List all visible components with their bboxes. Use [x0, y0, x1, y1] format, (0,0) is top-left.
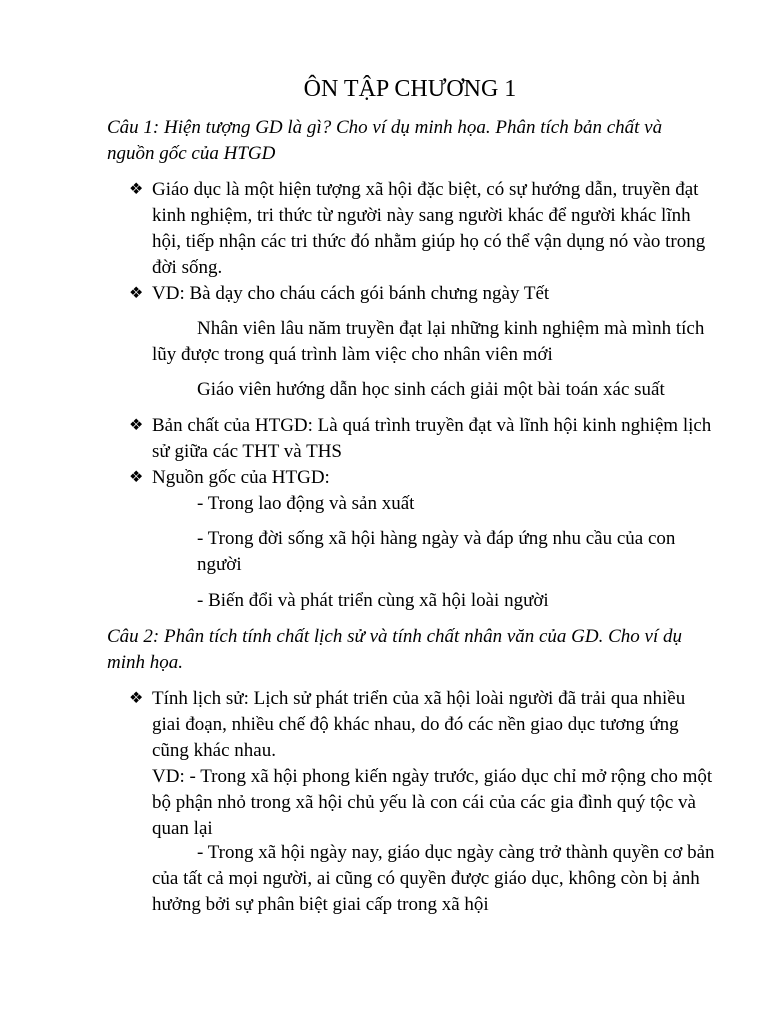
diamond-bullet-icon: ❖ [129, 285, 144, 302]
example-paragraph: Nhân viên lâu năm truyền đạt lại những kinh nghiệm mà mình tích lũy được trong quá trình làm việc cho nhân viên mới [152, 318, 705, 365]
bullet-historical [129, 686, 717, 764]
example-paragraph: - Trong xã hội ngày nay, giáo dục ngày càng trở thành quyền cơ bản của tất cả mọi người, ai cũng có quyền được giáo dục, không còn bị ảnh hưởng bởi sự phân biệt giai cấp trong xã hội [152, 842, 715, 915]
diamond-bullet-icon: ❖ [129, 417, 144, 434]
example-paragraph: VD: - Trong xã hội phong kiến ngày trước, giáo dục chỉ mở rộng cho một bộ phận nhỏ trong xã hội chủ yếu là con cái của các gia đình quý tộc và quan lại [152, 766, 713, 839]
bullet-example [129, 281, 717, 307]
diamond-bullet-icon: ❖ [129, 690, 144, 707]
origin-item: - Trong đời sống xã hội hàng ngày và đáp ứng nhu cầu của con người [197, 528, 676, 575]
bullet-text: Nguồn gốc của HTGD: [152, 467, 330, 488]
origin-item: - Trong lao động và sản xuất [197, 493, 415, 514]
bullet-text: VD: Bà dạy cho cháu cách gói bánh chưng ngày Tết [152, 283, 550, 304]
bullet-nature [129, 413, 717, 465]
example-paragraph: Giáo viên hướng dẫn học sinh cách giải một bài toán xác suất [197, 379, 665, 400]
question-2: Câu 2: Phân tích tính chất lịch sử và tính chất nhân văn của GD. Cho ví dụ minh họa. [107, 626, 683, 673]
diamond-bullet-icon: ❖ [129, 469, 144, 486]
page-title: ÔN TẬP CHƯƠNG 1 [303, 76, 517, 102]
bullet-text: Tính lịch sử: Lịch sử phát triển của xã hội loài người đã trải qua nhiều giai đoạn, nhiều chế độ khác nhau, do đó các nền giao dục tương ứng cũng khác nhau. [152, 688, 686, 761]
bullet-text: Bản chất của HTGD: Là quá trình truyền đạt và lĩnh hội kinh nghiệm lịch sử giữa các THT và THS [152, 415, 712, 462]
diamond-bullet-icon: ❖ [129, 181, 144, 198]
question-1: Câu 1: Hiện tượng GD là gì? Cho ví dụ minh họa. Phân tích bản chất và nguồn gốc của HTGD [107, 117, 663, 164]
bullet-text: Giáo dục là một hiện tượng xã hội đặc biệt, có sự hướng dẫn, truyền đạt kinh nghiệm, tri thức từ người này sang người khác để người khác lĩnh hội, tiếp nhận các tri thức đó nhằm giúp họ có thể vận dụng nó vào trong đời sống. [152, 179, 706, 278]
bullet-definition [129, 177, 717, 281]
bullet-origin [129, 465, 717, 491]
origin-item: - Biến đổi và phát triển cùng xã hội loài người [197, 590, 549, 611]
